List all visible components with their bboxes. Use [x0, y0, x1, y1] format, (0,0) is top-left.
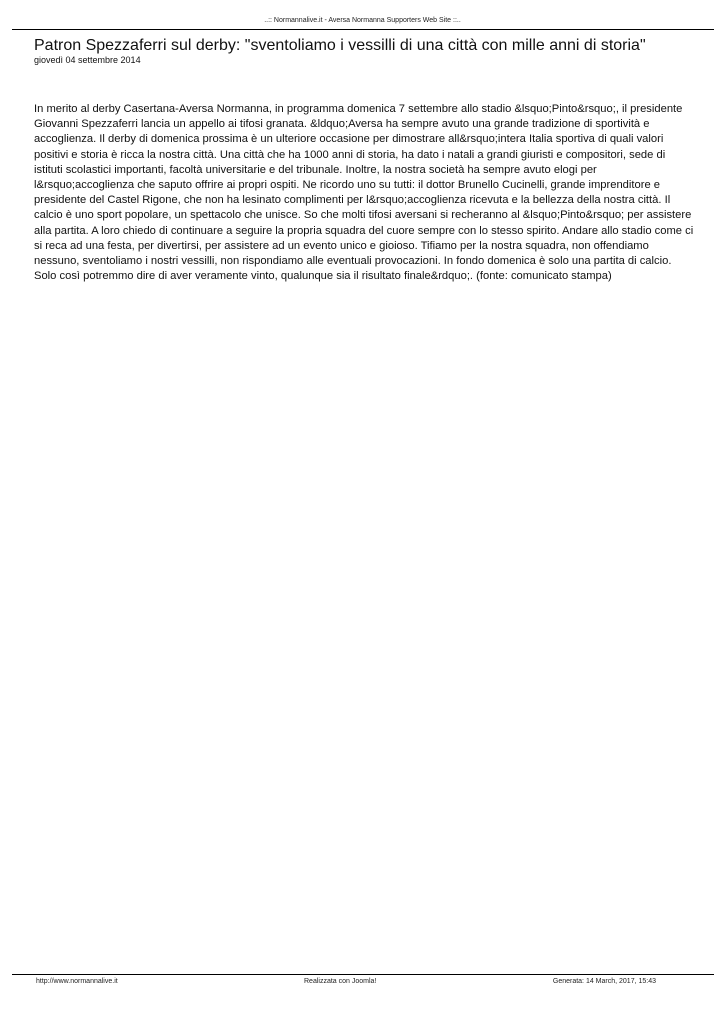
footer-generated-date: Generata: 14 March, 2017, 15:43	[552, 978, 656, 985]
article-date: giovedì 04 settembre 2014	[34, 55, 141, 65]
article-body: In merito al derby Casertana-Aversa Normanna, in programma domenica 7 settembre allo stadio &lsquo;Pinto&rsquo;, il presidente Giovanni Spezzaferri lancia un appello ai tifosi granata. &ldquo;Aversa ha sempre avuto una grande tradizione di sportività e accoglienza. Il derby di domenica prossima è un ulteriore occasione per dimostrare all&rsquo;intera Italia sportiva di quali valori positivi e storia è ricca la nostra città. Una città che ha 1000 anni di storia, ha dato i natali a grandi giuristi e compositori, sede di istituti scolastici importanti, facoltà universitarie e del tribunale. Inoltre, la nostra società ha sempre avuto elogi per l&rsquo;accoglienza che saputo offrire ai propri ospiti. Ne ricordo uno su tutti: il dottor Brunello Cucinelli, grande imprenditore e presidente del Castel Rigone, che non ha lesinato complimenti per l&rsquo;accoglienza ricevuta e la bellezza della nostra città. Il calcio è uno sport popolare, un spettacolo che unisce. So che molti tifosi aversani si recheranno al &lsquo;Pinto&rsquo; per assistere alla partita. A loro chiedo di continuare a seguire la propria squadra del cuore sempre con lo stesso spirito. Andare allo stadio come ci si reca ad una festa, per divertirsi, per assistere ad un evento unico e gioioso. Tifiamo per la nostra squadra, non offendiamo nessuno, sventoliamo i nostri vessilli, non rispondiamo alle eventuali provocazioni. In fondo domenica è solo una partita di calcio. Solo così potremmo dire di aver veramente vinto, qualunque sia il risultato finale&rdquo;. (fonte: comunicato stampa)	[34, 103, 694, 283]
footer-url[interactable]: http://www.normannalive.it	[36, 978, 118, 985]
article-title: Patron Spezzaferri sul derby: "sventoliamo i vessilli di una città con mille anni di storia"	[34, 37, 646, 54]
site-header-title: ..:: Normannalive.it - Aversa Normanna Supporters Web Site ::..	[264, 17, 461, 24]
footer-divider	[12, 974, 714, 975]
page-footer	[36, 978, 656, 988]
footer-credit: Realizzata con Joomla!	[304, 978, 377, 985]
header-divider	[12, 29, 714, 30]
